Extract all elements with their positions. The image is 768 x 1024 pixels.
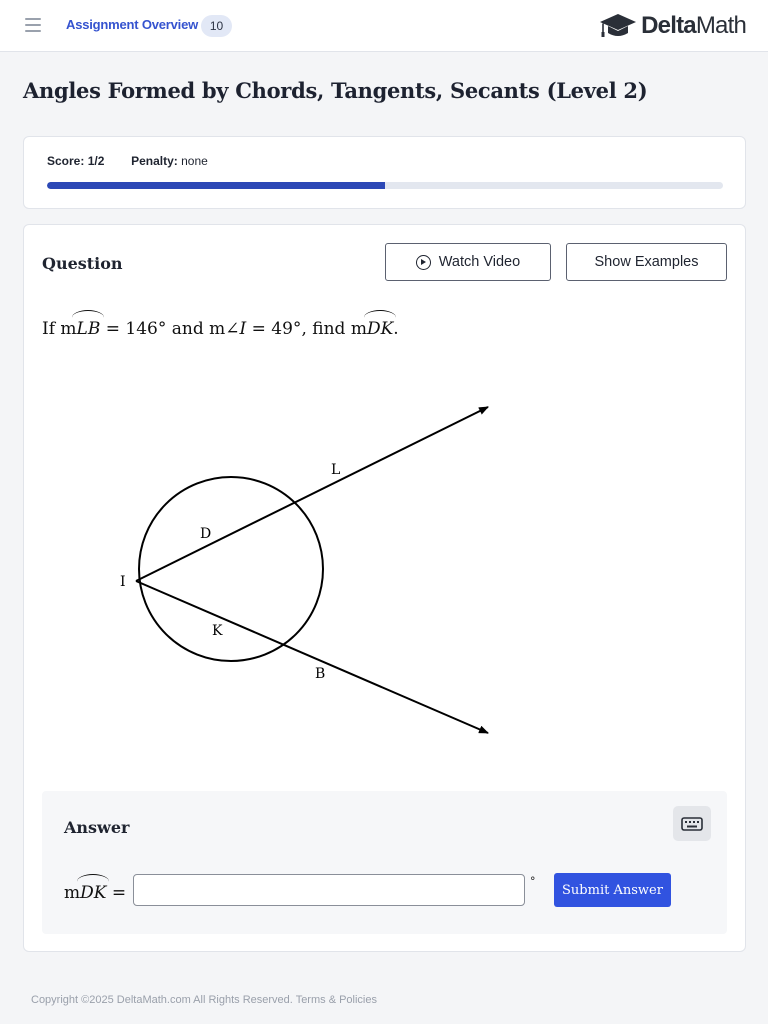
watch-video-button[interactable] bbox=[385, 243, 551, 281]
answer-label: mDK = bbox=[64, 883, 127, 903]
penalty-value: none bbox=[181, 154, 208, 168]
score-line bbox=[47, 154, 208, 168]
graduation-cap-icon bbox=[599, 12, 637, 40]
hamburger-menu-icon[interactable] bbox=[25, 18, 41, 34]
play-circle-icon bbox=[416, 255, 431, 270]
arc-measure-dk: mDK. bbox=[350, 319, 399, 339]
point-label-k: K bbox=[212, 623, 223, 639]
point-label-l: L bbox=[331, 462, 341, 478]
score-label: Score: bbox=[47, 154, 85, 168]
equals-sign-2: = bbox=[251, 319, 266, 339]
arc-lb-value: 146° bbox=[125, 319, 167, 339]
watch-video-label: Watch Video bbox=[438, 254, 521, 270]
footer-copyright: Copyright ©2025 DeltaMath.com All Rights Reserved. Terms & Policies bbox=[31, 994, 377, 1006]
secant-upper bbox=[136, 407, 488, 581]
answer-panel bbox=[42, 791, 727, 934]
score-value: 1/2 bbox=[87, 154, 105, 168]
answer-input[interactable] bbox=[133, 874, 525, 906]
question-heading: Question bbox=[42, 254, 123, 273]
math-keyboard-button[interactable] bbox=[673, 806, 711, 841]
question-card bbox=[23, 224, 746, 952]
submit-answer-button[interactable]: Submit Answer bbox=[554, 873, 671, 907]
page-title: Angles Formed by Chords, Tangents, Secants (Level 2) bbox=[23, 78, 648, 103]
point-label-i: I bbox=[120, 574, 126, 590]
score-card bbox=[23, 136, 746, 209]
top-bar bbox=[0, 0, 768, 52]
assignment-count-badge: 10 bbox=[201, 15, 232, 37]
score-progress-fill bbox=[47, 182, 385, 189]
score-progress-bar bbox=[47, 182, 723, 189]
secant-lower bbox=[136, 581, 488, 733]
show-examples-button[interactable]: Show Examples bbox=[566, 243, 727, 281]
angle-i-value: 49°, find bbox=[271, 319, 346, 339]
problem-text-and: and bbox=[171, 319, 204, 339]
arc-measure-lb: mLB bbox=[60, 319, 101, 339]
brand-name: DeltaMath bbox=[641, 12, 746, 39]
angle-measure-i: m∠I bbox=[209, 319, 247, 339]
penalty-label: Penalty: bbox=[131, 154, 178, 168]
assignment-overview-link[interactable]: Assignment Overview bbox=[66, 17, 199, 32]
equals-sign: = bbox=[105, 319, 120, 339]
point-label-d: D bbox=[200, 526, 212, 542]
deltamath-logo[interactable] bbox=[599, 11, 746, 41]
answer-arc-dk: DK bbox=[80, 883, 107, 903]
degree-unit: ° bbox=[530, 875, 536, 888]
geometry-diagram bbox=[96, 395, 526, 745]
answer-heading: Answer bbox=[64, 818, 130, 837]
problem-text-if: If bbox=[42, 319, 56, 339]
problem-statement bbox=[42, 319, 399, 339]
arc-dk: DK bbox=[366, 319, 394, 339]
point-label-b: B bbox=[315, 666, 326, 682]
arc-lb: LB bbox=[76, 319, 101, 339]
keyboard-icon bbox=[681, 817, 703, 831]
circle bbox=[139, 477, 323, 661]
